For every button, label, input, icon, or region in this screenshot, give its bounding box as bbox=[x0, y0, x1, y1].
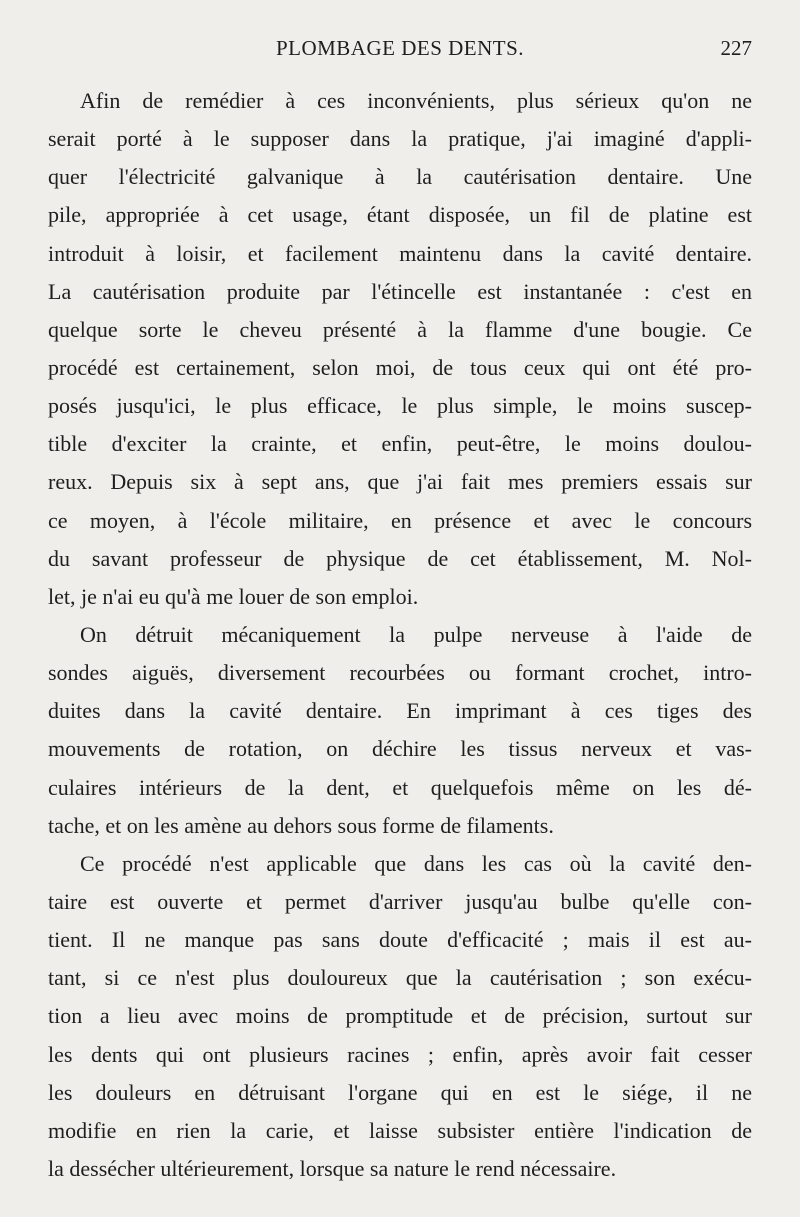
text-line: tache, et on les amène au dehors sous forme de filaments. bbox=[48, 812, 554, 838]
paragraph bbox=[48, 845, 752, 1188]
text-line: ce moyen, à l'école militaire, en présence et avec le concours bbox=[48, 507, 752, 533]
text-line: Afin de remédier à ces inconvénients, plus sérieux qu'on ne bbox=[80, 88, 752, 113]
paragraph bbox=[48, 616, 752, 845]
text-line: posés jusqu'ici, le plus efficace, le plus simple, le moins suscep- bbox=[48, 393, 752, 419]
page-number: 227 bbox=[720, 36, 752, 60]
text-line: mouvements de rotation, on déchire les tissus nerveux et vas- bbox=[48, 736, 752, 762]
paragraph bbox=[48, 82, 752, 616]
text-line: tant, si ce n'est plus douloureux que la cautérisation ; son exécu- bbox=[48, 965, 752, 991]
text-line: duites dans la cavité dentaire. En imprimant à ces tiges des bbox=[48, 698, 752, 724]
text-line: du savant professeur de physique de cet établissement, M. Nol- bbox=[48, 545, 752, 571]
text-line: tion a lieu avec moins de promptitude et de précision, surtout sur bbox=[48, 1003, 752, 1029]
text-line: taire est ouverte et permet d'arriver jusqu'au bulbe qu'elle con- bbox=[48, 888, 752, 914]
text-line: pile, appropriée à cet usage, étant disposée, un fil de platine est bbox=[48, 202, 752, 228]
body-text bbox=[48, 82, 752, 1188]
text-line: procédé est certainement, selon moi, de tous ceux qui ont été pro- bbox=[48, 354, 752, 380]
text-line: tient. Il ne manque pas sans doute d'efficacité ; mais il est au- bbox=[48, 927, 752, 953]
text-line: les douleurs en détruisant l'organe qui en est le siége, il ne bbox=[48, 1079, 752, 1105]
running-title: PLOMBAGE DES DENTS. bbox=[275, 36, 525, 60]
text-line: introduit à loisir, et facilement maintenu dans la cavité dentaire. bbox=[48, 240, 752, 266]
text-line: la dessécher ultérieurement, lorsque sa nature le rend nécessaire. bbox=[48, 1155, 617, 1181]
text-line: sondes aiguës, diversement recourbées ou formant crochet, intro- bbox=[48, 660, 752, 686]
text-line: let, je n'ai eu qu'à me louer de son emploi. bbox=[48, 583, 419, 609]
page-header bbox=[48, 36, 752, 72]
text-line: On détruit mécaniquement la pulpe nerveuse à l'aide de bbox=[80, 621, 752, 647]
text-line: La cautérisation produite par l'étincelle est instantanée : c'est en bbox=[48, 278, 752, 304]
text-line: reux. Depuis six à sept ans, que j'ai fait mes premiers essais sur bbox=[48, 469, 752, 495]
text-line: Ce procédé n'est applicable que dans les cas où la cavité den- bbox=[80, 850, 752, 876]
text-line: serait porté à le supposer dans la pratique, j'ai imaginé d'appli- bbox=[48, 126, 752, 152]
text-line: quer l'électricité galvanique à la cautérisation dentaire. Une bbox=[48, 164, 752, 190]
text-line: tible d'exciter la crainte, et enfin, peut-être, le moins doulou- bbox=[48, 431, 752, 457]
text-line: les dents qui ont plusieurs racines ; enfin, après avoir fait cesser bbox=[48, 1041, 752, 1067]
text-line: quelque sorte le cheveu présenté à la flamme d'une bougie. Ce bbox=[48, 316, 752, 342]
text-line: culaires intérieurs de la dent, et quelquefois même on les dé- bbox=[48, 774, 752, 800]
text-line: modifie en rien la carie, et laisse subsister entière l'indication de bbox=[48, 1117, 752, 1143]
